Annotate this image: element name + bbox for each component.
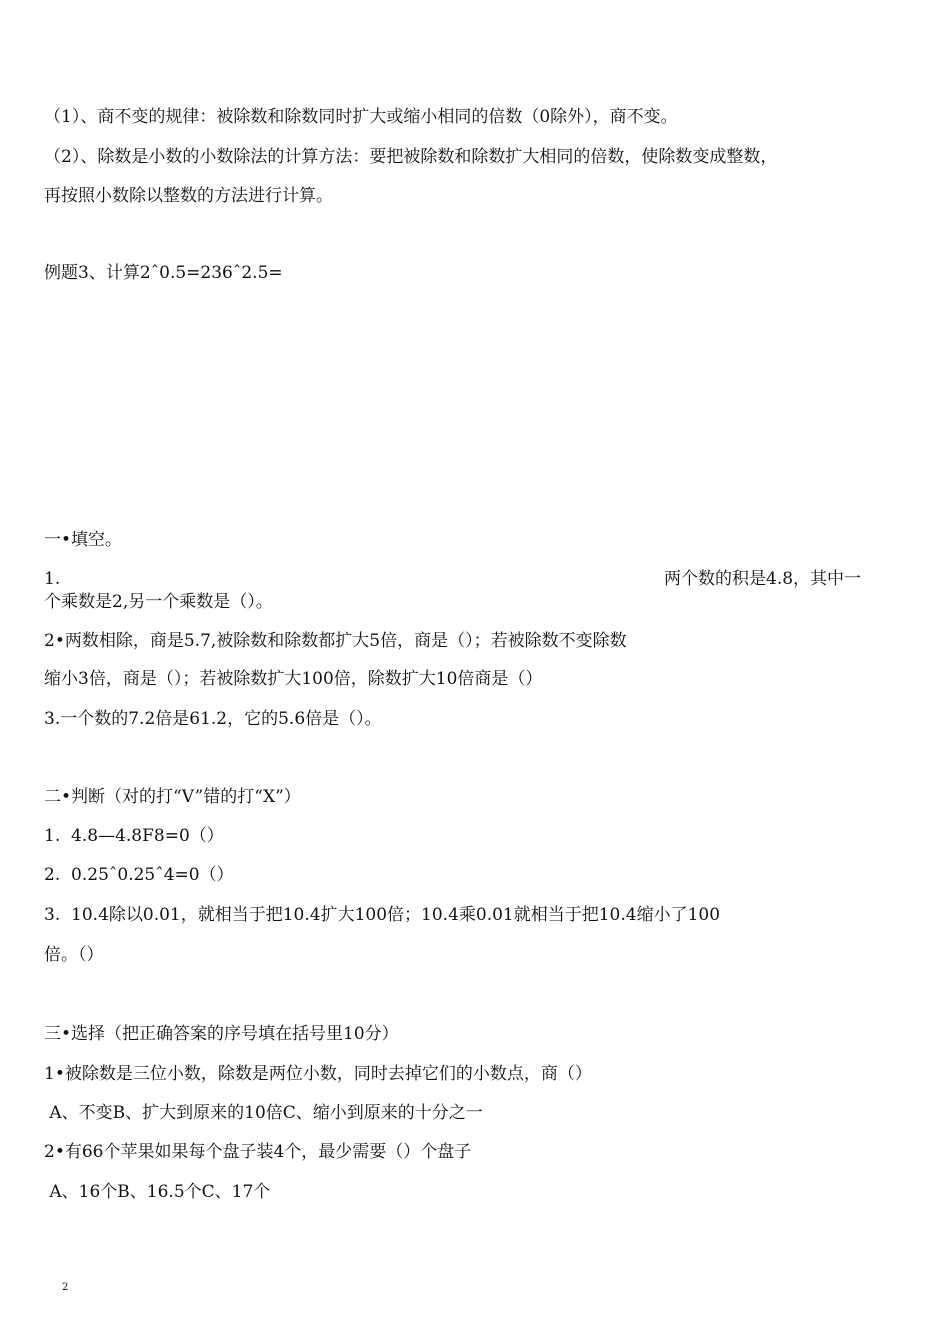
question-1-1-number: 1. (44, 569, 61, 589)
rule-1: （1）、商不变的规律：被除数和除数同时扩大或缩小相同的倍数（0除外），商不变。 (44, 107, 678, 127)
rule-2-line-2: 再按照小数除以整数的方法进行计算。 (44, 186, 333, 206)
question-1-1-part-1: 两个数的积是4.8，其中一 (664, 569, 862, 589)
question-3-2-options: A、16个B、16.5个C、17个 (44, 1182, 271, 1202)
question-1-2-line-2: 缩小3倍，商是（）；若被除数扩大100倍，除数扩大10倍商是（） (44, 669, 543, 689)
question-3-1-options: A、不变B、扩大到原来的10倍C、缩小到原来的十分之一 (44, 1103, 483, 1123)
rule-2-line-1: （2）、除数是小数的小数除法的计算方法：要把被除数和除数扩大相同的倍数，使除数变成整数， (44, 147, 778, 167)
page-number: 2 (62, 1282, 69, 1293)
question-2-3-line-1: 3. 10.4除以0.01，就相当于把10.4扩大100倍；10.4乘0.01就相当于把10.4缩小了100 (44, 905, 721, 925)
question-1-2-line-1: 2•两数相除，商是5.7,被除数和除数都扩大5倍，商是（）；若被除数不变除数 (44, 631, 627, 651)
question-2-2: 2. 0.25ˆ0.25ˆ4=0（） (44, 865, 234, 885)
question-3-1: 1•被除数是三位小数，除数是两位小数，同时去掉它们的小数点，商（） (44, 1064, 592, 1084)
example-3: 例题3、计算2ˆ0.5=236ˆ2.5= (44, 263, 283, 283)
question-3-2: 2•有66个苹果如果每个盘子装4个，最少需要（）个盘子 (44, 1142, 472, 1162)
question-2-3-line-2: 倍。（） (44, 945, 104, 965)
question-2-1: 1. 4.8—4.8F8=0（） (44, 826, 224, 846)
question-1-3: 3.一个数的7.2倍是61.2，它的5.6倍是（）。 (44, 709, 382, 729)
section-1-heading: 一•填空。 (44, 530, 123, 550)
section-3-heading: 三•选择（把正确答案的序号填在括号里10分） (44, 1024, 399, 1044)
question-1-1-part-2: 个乘数是2,另一个乘数是（）。 (44, 592, 273, 612)
section-2-heading: 二•判断（对的打“V”错的打“X”） (44, 787, 301, 807)
